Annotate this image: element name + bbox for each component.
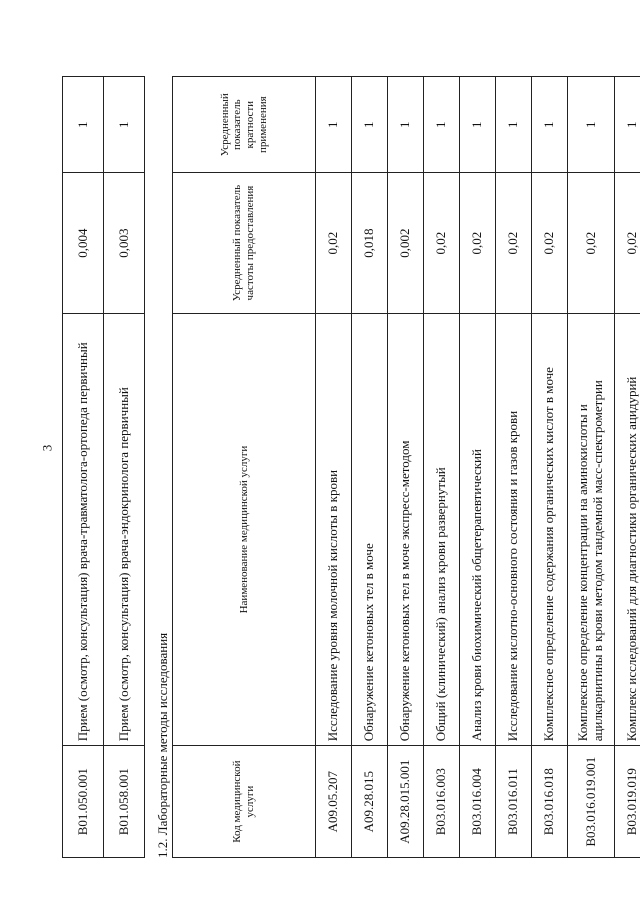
multiplicity-value: 1 bbox=[615, 77, 640, 173]
table-row bbox=[496, 77, 532, 858]
service-name: Комплексное определение содержания органических кислот в моче bbox=[532, 313, 568, 746]
frequency-value: 0,02 bbox=[615, 173, 640, 313]
service-code: B03.016.004 bbox=[460, 746, 496, 858]
frequency-value: 0,02 bbox=[460, 173, 496, 313]
table-row bbox=[424, 77, 460, 858]
header-multiplicity: Усредненный показатель кратности применения bbox=[173, 77, 316, 173]
frequency-value: 0,02 bbox=[532, 173, 568, 313]
service-code: A09.28.015 bbox=[352, 746, 388, 858]
multiplicity-value: 1 bbox=[63, 77, 104, 173]
multiplicity-value: 1 bbox=[424, 77, 460, 173]
table-row bbox=[388, 77, 424, 858]
header-frequency: Усредненный показатель частоты предоставления bbox=[173, 173, 316, 313]
service-name: Исследование уровня молочной кислоты в крови bbox=[316, 313, 352, 746]
service-name: Общий (клинический) анализ крови развернутый bbox=[424, 313, 460, 746]
frequency-value: 0,003 bbox=[104, 173, 145, 313]
multiplicity-value: 1 bbox=[496, 77, 532, 173]
service-code: B03.016.003 bbox=[424, 746, 460, 858]
frequency-value: 0,018 bbox=[352, 173, 388, 313]
service-code: B03.016.011 bbox=[496, 746, 532, 858]
frequency-value: 0,004 bbox=[63, 173, 104, 313]
header-name: Наименование медицинской услуги bbox=[173, 313, 316, 746]
service-name: Анализ крови биохимический общетерапевтический bbox=[460, 313, 496, 746]
service-code: B03.016.019.001 bbox=[568, 746, 615, 858]
service-name: Обнаружение кетоновых тел в моче bbox=[352, 313, 388, 746]
service-code: A09.28.015.001 bbox=[388, 746, 424, 858]
table-row bbox=[352, 77, 388, 858]
frequency-value: 0,002 bbox=[388, 173, 424, 313]
consultation-table bbox=[62, 76, 145, 858]
header-code: Код медицинской услуги bbox=[173, 746, 316, 858]
multiplicity-value: 1 bbox=[532, 77, 568, 173]
table-row bbox=[568, 77, 615, 858]
service-name: Прием (осмотр, консультация) врача-травматолога-ортопеда первичный bbox=[63, 313, 104, 746]
service-name: Обнаружение кетоновых тел в моче экспресс-методом bbox=[388, 313, 424, 746]
page-number: 3 bbox=[39, 444, 55, 452]
table-row bbox=[316, 77, 352, 858]
service-code: B01.050.001 bbox=[63, 746, 104, 858]
table-row bbox=[104, 77, 145, 858]
multiplicity-value: 1 bbox=[352, 77, 388, 173]
multiplicity-value: 1 bbox=[316, 77, 352, 173]
service-code: B03.019.019 bbox=[615, 746, 640, 858]
table-row bbox=[532, 77, 568, 858]
frequency-value: 0,02 bbox=[568, 173, 615, 313]
multiplicity-value: 1 bbox=[388, 77, 424, 173]
lab-methods-table bbox=[172, 76, 640, 858]
service-name: Комплекс исследований для диагностики органических ацидурий bbox=[615, 313, 640, 746]
service-code: B01.058.001 bbox=[104, 746, 145, 858]
table-row bbox=[63, 77, 104, 858]
multiplicity-value: 1 bbox=[460, 77, 496, 173]
table-row bbox=[460, 77, 496, 858]
section-title: 1.2. Лабораторные методы исследования bbox=[155, 632, 170, 858]
service-name: Комплексное определение концентрации на аминокислоты и ацилкарнитины в крови методом тандемной масс-спектрометрии bbox=[568, 313, 615, 746]
service-code: A09.05.207 bbox=[316, 746, 352, 858]
rotated-page-content bbox=[62, 76, 640, 858]
frequency-value: 0,02 bbox=[496, 173, 532, 313]
multiplicity-value: 1 bbox=[104, 77, 145, 173]
frequency-value: 0,02 bbox=[316, 173, 352, 313]
frequency-value: 0,02 bbox=[424, 173, 460, 313]
service-code: B03.016.018 bbox=[532, 746, 568, 858]
service-name: Прием (осмотр, консультация) врача-эндокринолога первичный bbox=[104, 313, 145, 746]
multiplicity-value: 1 bbox=[568, 77, 615, 173]
service-name: Исследование кислотно-основного состояния и газов крови bbox=[496, 313, 532, 746]
table-row bbox=[615, 77, 640, 858]
header-row bbox=[173, 77, 316, 858]
